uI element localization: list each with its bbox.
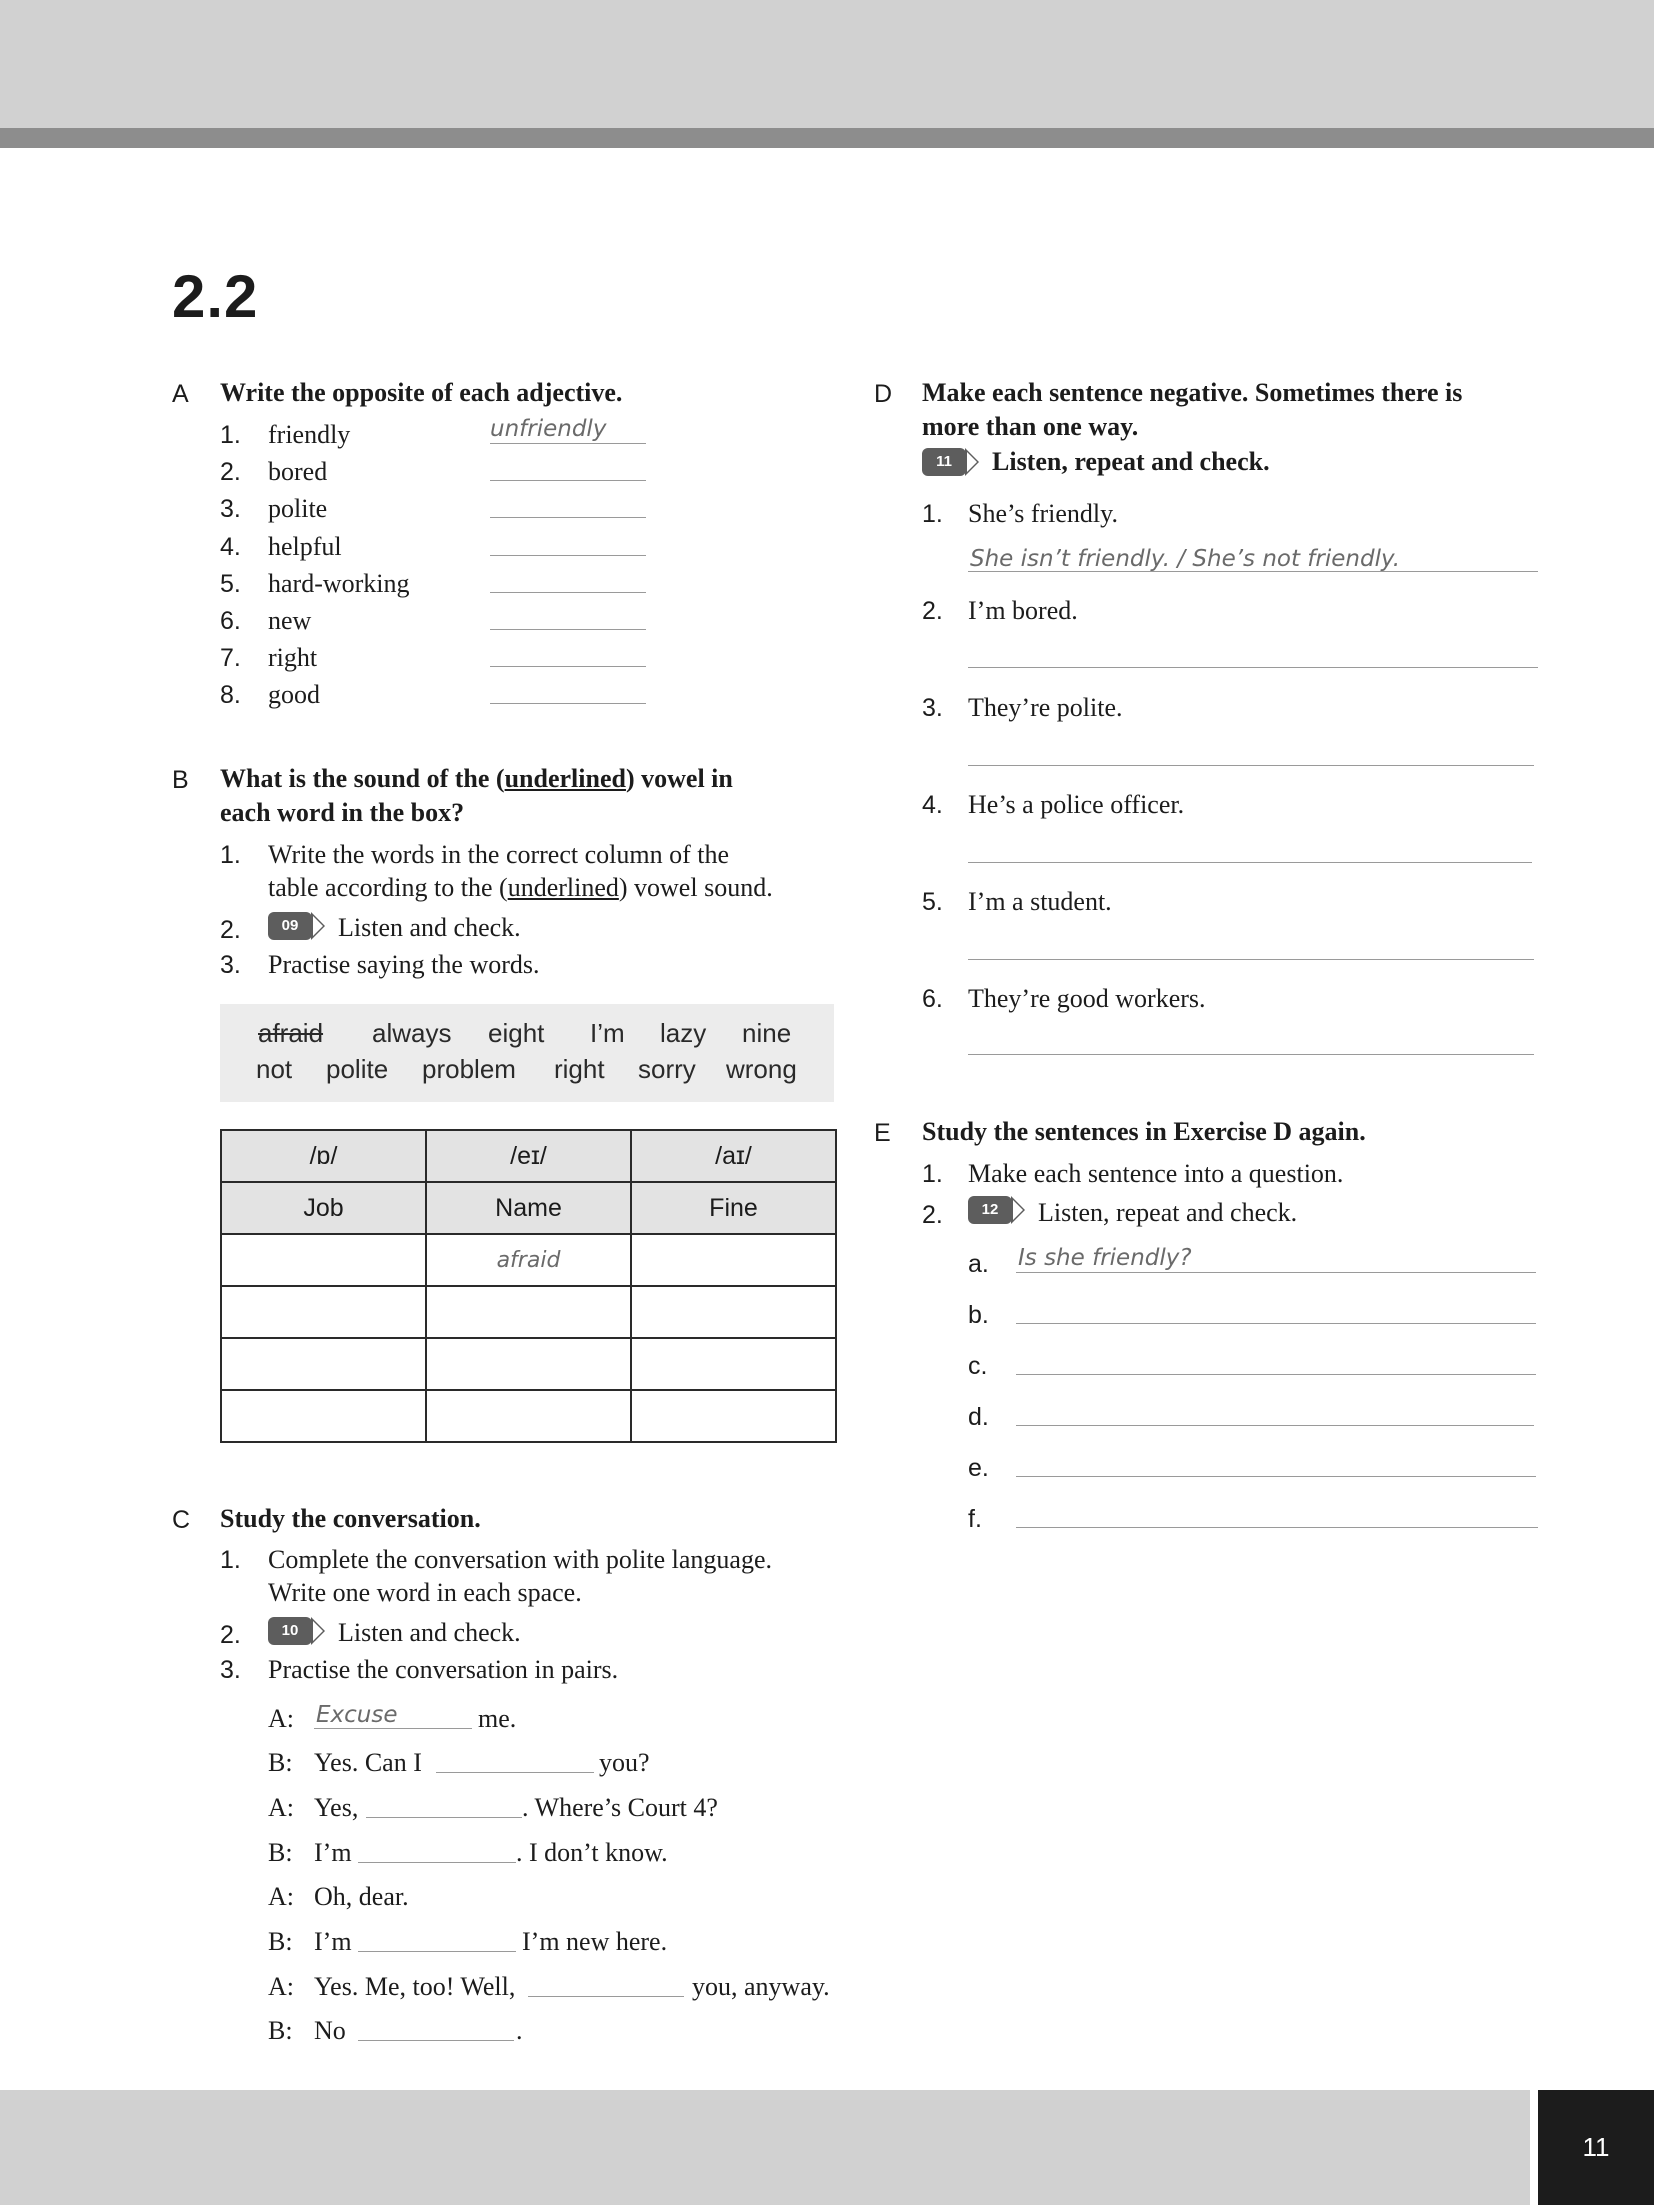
dialogue-text: . Where’s Court 4? [522,1793,718,1822]
sentence: They’re good workers. [968,984,1206,1013]
section-d-heading: Make each sentence negative. Sometimes there is [922,378,1463,407]
step-number: 3. [220,1656,241,1684]
item-number: 2. [220,458,241,486]
section-d-letter: D [874,380,893,408]
table-cell[interactable] [631,1390,836,1442]
audio-track-number: 10 [268,1617,312,1645]
table-header-example: Fine [631,1182,836,1234]
step-number: 2. [220,1621,241,1649]
audio-track-number: 12 [968,1196,1012,1224]
dialogue-text: . I don’t know. [516,1838,668,1867]
dialogue-text: you, anyway. [692,1972,830,2001]
dialogue-text: Oh, dear. [314,1882,409,1911]
table-cell[interactable] [221,1234,426,1286]
play-icon [965,448,979,476]
audio-track-number: 11 [922,448,966,476]
answer-letter: d. [968,1403,989,1431]
answer-line[interactable] [490,629,646,630]
adjective: polite [268,494,328,523]
page-number-box [1538,2090,1654,2205]
speaker-label: A: [268,1793,294,1822]
table-cell[interactable] [426,1338,631,1390]
table-row [221,1234,836,1286]
answer-letter: a. [968,1250,989,1278]
sentence: I’m a student. [968,887,1112,916]
word: wrong [726,1054,797,1084]
table-cell[interactable] [631,1338,836,1390]
handwritten-answer: She isn’t friendly. / She’s not friendly. [970,546,1401,572]
section-b-heading-2: each word in the box? [220,798,465,827]
item-number: 5. [220,570,241,598]
answer-line[interactable] [1016,1323,1536,1324]
section-d-heading-3: Listen, repeat and check. [992,447,1270,476]
step-text: Listen and check. [338,913,521,942]
item-number: 4. [220,533,241,561]
adjective: hard-working [268,569,410,598]
dialogue-text: me. [478,1704,517,1733]
unit-title: 2.2 [172,263,259,330]
word: polite [326,1054,389,1084]
word: not [256,1054,293,1084]
dialogue-text: I’m [314,1838,352,1867]
sentence: They’re polite. [968,693,1123,722]
item-number: 6. [220,607,241,635]
item-number: 3. [220,495,241,523]
table-cell[interactable]: afraid [426,1234,631,1286]
answer-line[interactable] [366,1817,522,1818]
adjective: good [268,680,320,709]
word: nine [742,1018,792,1048]
section-c-heading: Study the conversation. [220,1504,481,1533]
handwritten-answer: Is she friendly? [1018,1245,1192,1271]
answer-line[interactable] [490,703,646,704]
step-text: Practise the conversation in pairs. [268,1655,619,1684]
answer-line[interactable] [436,1772,594,1773]
answer-line[interactable] [968,571,1538,572]
word: right [554,1054,605,1084]
answer-line[interactable] [968,1054,1534,1055]
word: always [372,1018,452,1048]
dialogue-text: Yes, [314,1793,359,1822]
section-a-heading: Write the opposite of each adjective. [220,378,623,407]
sentence: He’s a police officer. [968,790,1185,819]
table-row [221,1286,836,1338]
table-cell[interactable] [631,1286,836,1338]
item-number: 2. [922,597,943,625]
item-number: 6. [922,985,943,1013]
answer-line[interactable] [1016,1272,1536,1273]
item-number: 4. [922,791,943,819]
audio-track-09[interactable] [268,911,325,941]
answer-line[interactable] [490,443,646,444]
table-cell[interactable] [221,1286,426,1338]
step-number: 3. [220,951,241,979]
adjective: friendly [268,420,351,449]
table-header-sound: /aɪ/ [631,1130,836,1182]
speaker-label: B: [268,1927,293,1956]
answer-line[interactable] [968,862,1532,863]
dialogue-text: Yes. Can I [314,1748,422,1777]
audio-track-11[interactable] [922,447,979,477]
item-number: 7. [220,644,241,672]
vowel-sound-table [220,1129,837,1443]
header-band [0,0,1654,128]
section-c-letter: C [172,1506,191,1534]
word: lazy [660,1018,707,1048]
answer-line[interactable] [358,1951,516,1952]
speaker-label: A: [268,1704,294,1733]
item-number: 5. [922,888,943,916]
section-b-heading: What is the sound of the (underlined) vowel in [220,764,733,793]
table-cell[interactable] [221,1390,426,1442]
word: I’m [590,1018,625,1048]
section-a-letter: A [172,380,189,408]
word-crossed-out: afraid [258,1018,324,1048]
step-text: Listen and check. [338,1618,521,1647]
dialogue-text: I’m new here. [522,1927,668,1956]
table-header-example: Job [221,1182,426,1234]
speaker-label: B: [268,2016,293,2045]
speaker-label: B: [268,1838,293,1867]
table-row [221,1390,836,1442]
step-number: 2. [922,1201,943,1229]
word: problem [422,1054,516,1084]
item-number: 1. [922,500,943,528]
answer-letter: f. [968,1505,982,1533]
adjective: bored [268,457,328,486]
section-d-heading-2: more than one way. [922,412,1139,441]
dialogue-text: No [314,2016,346,2045]
speaker-label: A: [268,1972,294,2001]
play-icon [1011,1196,1025,1224]
audio-track-10[interactable] [268,1616,325,1646]
step-text: Write one word in each space. [268,1578,582,1607]
step-number: 2. [220,916,241,944]
answer-line[interactable] [1016,1425,1534,1426]
audio-track-12[interactable] [968,1195,1025,1225]
adjective: helpful [268,532,342,561]
answer-letter: b. [968,1301,989,1329]
handwritten-answer: unfriendly [490,416,607,442]
table-header-sound: /ɒ/ [221,1130,426,1182]
dialogue-text: Yes. Me, too! Well, [314,1972,516,2001]
item-number: 3. [922,694,943,722]
adjective: right [268,643,318,672]
answer-line[interactable] [490,666,646,667]
step-number: 1. [922,1160,943,1188]
answer-line[interactable] [314,1728,472,1729]
audio-track-number: 09 [268,912,312,940]
answer-line[interactable] [968,765,1534,766]
answer-line[interactable] [490,480,646,481]
play-icon [311,912,325,940]
dialogue-text: . [516,2016,523,2045]
step-number: 1. [220,841,241,869]
answer-line[interactable] [968,667,1538,668]
item-number: 8. [220,681,241,709]
answer-line[interactable] [358,1862,516,1863]
step-number: 1. [220,1546,241,1574]
answer-line[interactable] [1016,1476,1536,1477]
speaker-label: B: [268,1748,293,1777]
word: sorry [638,1054,696,1084]
answer-line[interactable] [1016,1527,1538,1528]
step-text: Write the words in the correct column of the [268,840,730,869]
dialogue-text: you? [599,1748,650,1777]
sentence: I’m bored. [968,596,1078,625]
answer-line[interactable] [490,592,646,593]
step-text: Practise saying the words. [268,950,540,979]
table-cell[interactable] [631,1234,836,1286]
speaker-label: A: [268,1882,294,1911]
answer-letter: e. [968,1454,989,1482]
adjective: new [268,606,312,635]
sentence: She’s friendly. [968,499,1118,528]
step-text: Listen, repeat and check. [1038,1198,1298,1227]
step-text: table according to the (underlined) vowel sound. [268,873,773,902]
table-row [221,1338,836,1390]
table-row [221,1182,836,1234]
table-cell[interactable] [426,1390,631,1442]
dialogue-text: I’m [314,1927,352,1956]
answer-line[interactable] [490,517,646,518]
footer-band [0,2090,1530,2205]
header-stripe [0,128,1654,148]
answer-line[interactable] [528,1996,684,1997]
word-box [220,1004,834,1102]
step-text: Complete the conversation with polite language. [268,1545,772,1574]
answer-line[interactable] [968,959,1534,960]
table-cell[interactable] [221,1338,426,1390]
step-text: Make each sentence into a question. [968,1159,1344,1188]
table-header-example: Name [426,1182,631,1234]
table-header-sound: /eɪ/ [426,1130,631,1182]
answer-line[interactable] [1016,1374,1536,1375]
handwritten-answer: Excuse [316,1702,398,1728]
section-e-heading: Study the sentences in Exercise D again. [922,1117,1366,1146]
answer-letter: c. [968,1352,988,1380]
answer-line[interactable] [490,555,646,556]
item-number: 1. [220,421,241,449]
section-e-letter: E [874,1119,891,1147]
page-number: 11 [1582,2132,1610,2162]
play-icon [311,1617,325,1645]
word: eight [488,1018,545,1048]
table-row [221,1130,836,1182]
table-cell[interactable] [426,1286,631,1338]
answer-line[interactable] [358,2040,514,2041]
section-b-letter: B [172,766,189,794]
